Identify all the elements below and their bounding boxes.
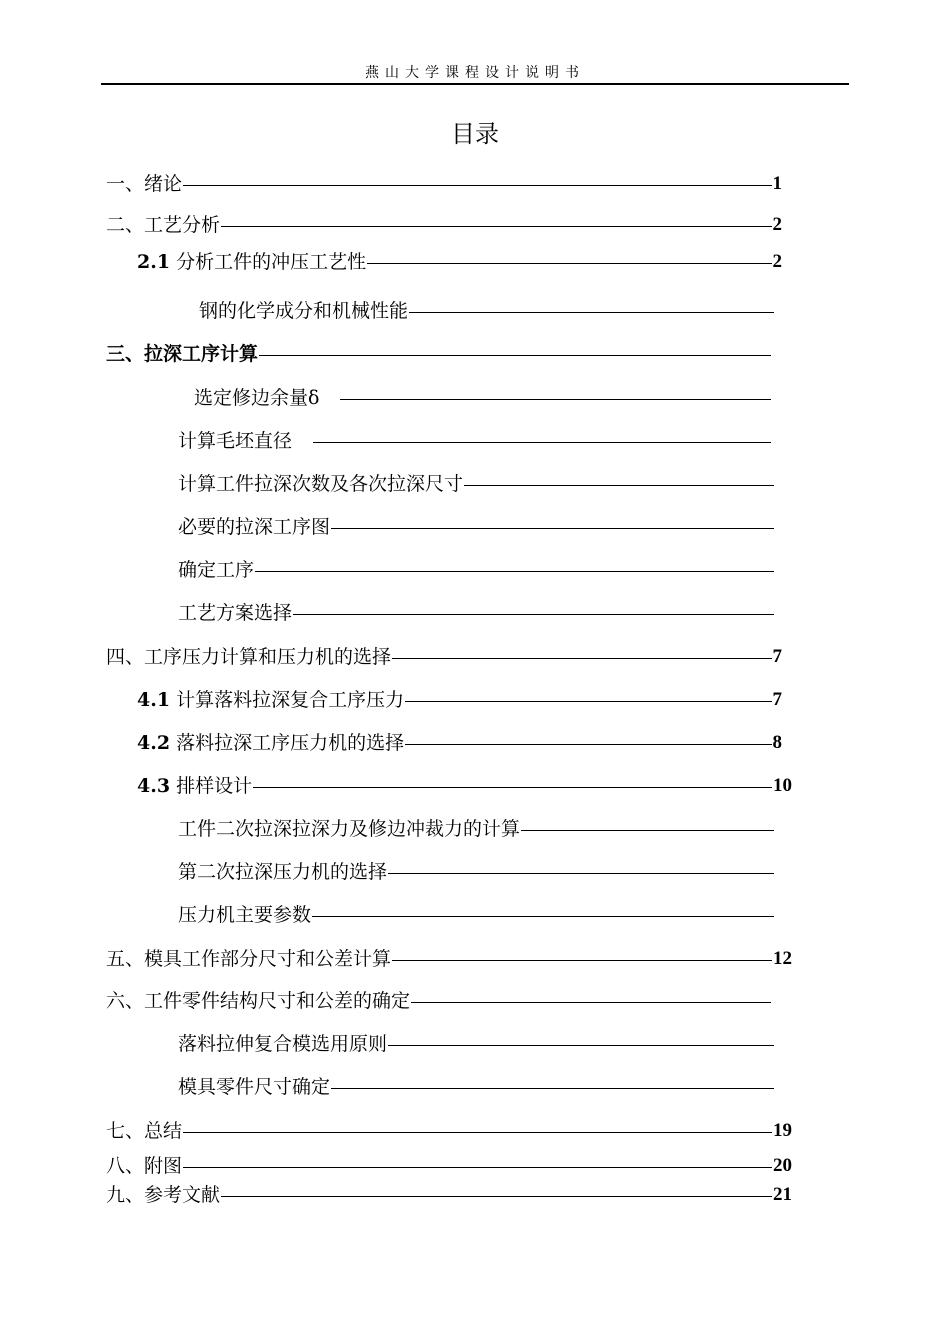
toc-entry[interactable]	[178, 1073, 775, 1101]
toc-entry-text: 落料拉深工序压力机的选择	[170, 732, 405, 754]
toc-page-number: 19	[773, 1120, 792, 1141]
toc-entry-label: 计算毛坯直径	[178, 430, 293, 452]
toc-entry-label: 落料拉伸复合模选用原则	[178, 1033, 388, 1055]
toc-entry[interactable]	[199, 297, 775, 325]
toc-entry[interactable]	[137, 729, 782, 757]
toc-section-number: 4.2	[137, 732, 171, 754]
toc-entry[interactable]	[137, 248, 782, 276]
toc-entry-label: 工艺方案选择	[178, 602, 293, 624]
toc-entry-label: 选定修边余量δ	[194, 387, 320, 409]
toc-entry[interactable]	[106, 643, 782, 671]
toc-entry-label: 压力机主要参数	[178, 904, 312, 926]
toc-page-number: 8	[772, 732, 782, 753]
toc-leader	[183, 1167, 772, 1168]
toc-entry-label: 第二次拉深压力机的选择	[178, 861, 388, 883]
toc-leader	[259, 355, 771, 356]
toc-entry[interactable]	[178, 427, 772, 455]
toc-leader	[221, 1196, 772, 1197]
toc-leader	[313, 442, 771, 443]
toc-page-number: 1	[772, 173, 782, 194]
toc-leader	[405, 701, 771, 702]
toc-entry-text: 分析工件的冲压工艺性	[170, 251, 367, 273]
toc-entry[interactable]	[106, 1117, 792, 1145]
toc-entry[interactable]	[137, 772, 792, 800]
toc-entry-label: 模具零件尺寸确定	[178, 1076, 331, 1098]
toc-entry[interactable]	[137, 686, 782, 714]
toc-title: 目录	[451, 120, 499, 148]
toc-entry-label	[137, 686, 404, 714]
toc-leader	[340, 399, 771, 400]
toc-page-number: 7	[772, 646, 782, 667]
toc-entry-label: 必要的拉深工序图	[178, 516, 331, 538]
toc-leader	[392, 960, 772, 961]
toc-entry[interactable]	[178, 513, 775, 541]
toc-page-number: 20	[773, 1155, 792, 1176]
header-rule	[101, 83, 849, 85]
toc-leader	[388, 873, 774, 874]
toc-entry[interactable]	[178, 858, 775, 886]
toc-entry[interactable]	[194, 384, 772, 412]
toc-entry-label: 八、附图	[106, 1155, 183, 1177]
toc-leader	[255, 571, 774, 572]
toc-entry-text: 计算落料拉深复合工序压力	[170, 689, 405, 711]
toc-leader	[464, 485, 774, 486]
toc-page-number: 2	[772, 251, 782, 272]
toc-entry[interactable]	[178, 599, 775, 627]
toc-entry[interactable]	[106, 340, 772, 368]
toc-leader	[411, 1002, 771, 1003]
toc-entry-label: 九、参考文献	[106, 1184, 221, 1206]
toc-leader	[367, 263, 771, 264]
toc-entry-label	[137, 729, 404, 757]
toc-entry-label: 一、绪论	[106, 173, 183, 195]
toc-leader	[409, 312, 774, 313]
toc-leader	[331, 528, 774, 529]
toc-leader	[388, 1045, 774, 1046]
toc-entry[interactable]	[178, 815, 775, 843]
toc-page-number: 12	[773, 948, 792, 969]
toc-leader	[405, 744, 771, 745]
toc-leader	[253, 787, 772, 788]
toc-entry[interactable]	[106, 1181, 792, 1209]
toc-entry[interactable]	[106, 170, 782, 198]
toc-leader	[331, 1088, 774, 1089]
toc-section-number: 4.3	[137, 775, 171, 797]
toc-section-number: 4.1	[137, 689, 171, 711]
toc-leader	[392, 658, 771, 659]
toc-section-number: 2.1	[137, 251, 171, 273]
toc-leader	[312, 916, 774, 917]
toc-entry[interactable]	[178, 901, 775, 929]
toc-leader	[221, 226, 771, 227]
toc-page-number: 2	[772, 214, 782, 235]
toc-page-number: 10	[773, 775, 792, 796]
toc-entry-label: 六、工件零件结构尺寸和公差的确定	[106, 990, 411, 1012]
toc-entry-label: 钢的化学成分和机械性能	[199, 300, 409, 322]
toc-entry-label: 四、工序压力计算和压力机的选择	[106, 646, 392, 668]
toc-entry[interactable]	[178, 470, 775, 498]
toc-entry[interactable]	[178, 556, 775, 584]
toc-leader	[521, 830, 774, 831]
toc-page-number: 7	[772, 689, 782, 710]
toc-leader	[183, 185, 771, 186]
toc-entry-label: 确定工序	[178, 559, 255, 581]
page-header: 燕山大学课程设计说明书	[365, 65, 585, 81]
toc-entry[interactable]	[106, 211, 782, 239]
toc-entry[interactable]	[178, 1030, 775, 1058]
toc-entry-text: 排样设计	[170, 775, 253, 797]
toc-entry-label: 二、工艺分析	[106, 214, 221, 236]
toc-entry-label	[137, 248, 366, 276]
toc-entry[interactable]	[106, 987, 772, 1015]
toc-entry[interactable]	[106, 945, 792, 973]
toc-entry-label: 计算工件拉深次数及各次拉深尺寸	[178, 473, 464, 495]
toc-entry-label: 七、总结	[106, 1120, 183, 1142]
toc-leader	[183, 1132, 772, 1133]
toc-leader	[293, 614, 774, 615]
toc-entry-label: 三、拉深工序计算	[106, 343, 259, 365]
toc-entry-label	[137, 772, 252, 800]
toc-entry-label: 五、模具工作部分尺寸和公差计算	[106, 948, 392, 970]
toc-entry[interactable]	[106, 1152, 792, 1180]
toc-page-number: 21	[773, 1184, 792, 1205]
toc-entry-label: 工件二次拉深拉深力及修边冲裁力的计算	[178, 818, 521, 840]
